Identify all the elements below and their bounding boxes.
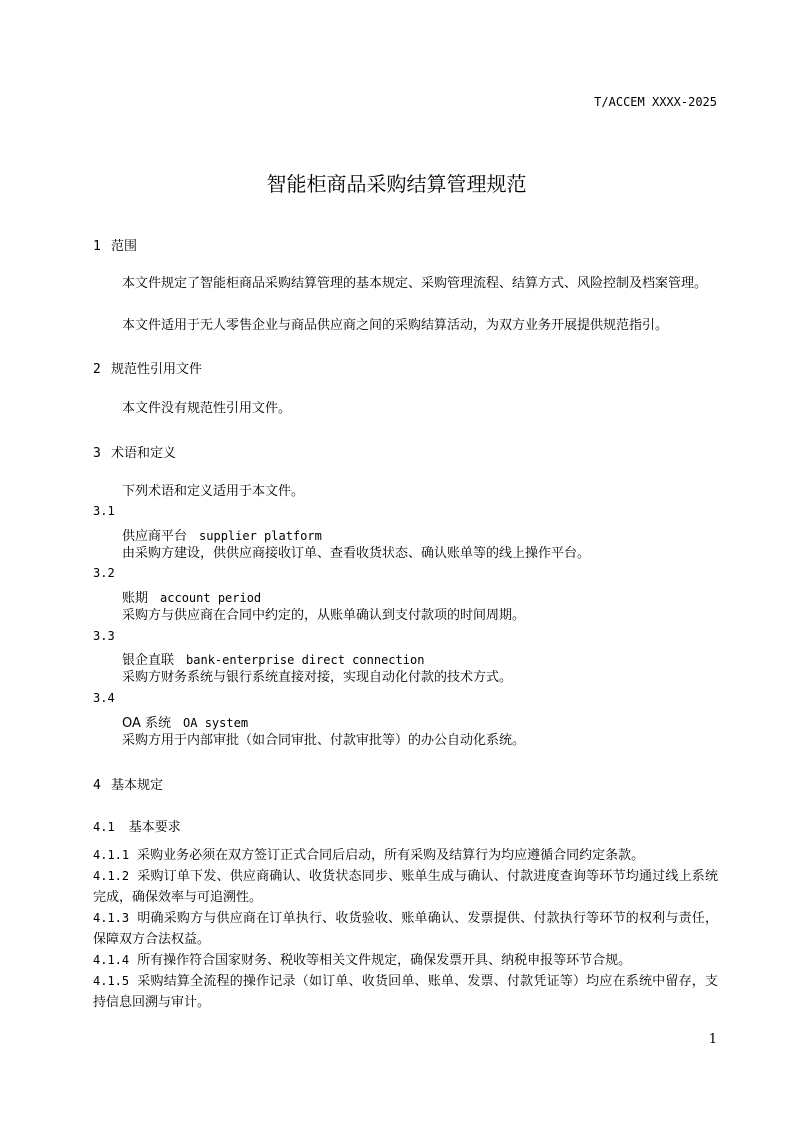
clause-number: 4.1.4 (93, 953, 130, 967)
section-title: 基本规定 (111, 778, 164, 793)
page-number: 1 (708, 1032, 717, 1047)
section-4-heading (93, 774, 163, 793)
term-en: supplier platform (199, 529, 322, 543)
clause-item (93, 908, 718, 950)
clause-number: 4.1.3 (93, 911, 130, 925)
term-definition: 采购方用于内部审批（如合同审批、付款审批等）的办公自动化系统。 (122, 733, 526, 748)
term-en: account period (160, 591, 262, 605)
section-title: 范围 (111, 239, 138, 254)
term-entry (122, 525, 322, 544)
section-1-heading (93, 235, 137, 254)
term-en: bank-enterprise direct connection (186, 653, 425, 667)
term-zh: 账期 (122, 591, 149, 606)
term-zh: OA 系统 (122, 716, 172, 731)
clause-item (93, 845, 718, 866)
term-definition: 由采购方建设，供供应商接收订单、查看收货状态、确认账单等的线上操作平台。 (122, 546, 591, 561)
paragraph: 下列术语和定义适用于本文件。 (122, 484, 305, 499)
subsection-heading (93, 816, 181, 835)
section-number: 2 (93, 362, 101, 377)
paragraph: 本文件适用于无人零售企业与商品供应商之间的采购结算活动，为双方业务开展提供规范指引。 (122, 318, 669, 333)
paragraph: 本文件规定了智能柜商品采购结算管理的基本规定、采购管理流程、结算方式、风险控制及档案管理。 (122, 276, 708, 291)
section-3-heading (93, 442, 176, 461)
section-number: 4 (93, 778, 101, 793)
term-entry (122, 649, 424, 668)
clause-text: 采购结算全流程的操作记录（如订单、收货回单、账单、发票、付款凭证等）均应在系统中留存，支持信息回溯与审计。 (93, 974, 718, 1010)
term-number: 3.1 (93, 504, 115, 518)
clause-number: 4.1.5 (93, 974, 130, 988)
clause-item (93, 950, 718, 971)
clause-item (93, 866, 718, 908)
clause-text: 采购订单下发、供应商确认、收货状态同步、账单生成与确认、付款进度查询等环节均通过线上系统完成，确保效率与可追溯性。 (93, 869, 718, 905)
term-zh: 银企直联 (122, 653, 175, 668)
section-number: 3 (93, 446, 101, 461)
clause-number: 4.1.1 (93, 848, 130, 862)
term-number: 3.2 (93, 566, 115, 580)
standard-code: T/ACCEM XXXX-2025 (594, 95, 717, 109)
document-title: 智能柜商品采购结算管理规范 (266, 172, 527, 196)
paragraph: 本文件没有规范性引用文件。 (122, 401, 292, 416)
section-title: 术语和定义 (111, 446, 177, 461)
term-number: 3.3 (93, 629, 115, 643)
term-entry (122, 587, 261, 606)
clause-item (93, 971, 718, 1013)
term-en: OA system (183, 716, 249, 730)
section-title: 规范性引用文件 (111, 362, 203, 377)
term-definition: 采购方与供应商在合同中约定的，从账单确认到支付款项的时间周期。 (122, 608, 526, 623)
clause-text: 采购业务必须在双方签订正式合同后启动，所有采购及结算行为均应遵循合同约定条款。 (137, 848, 645, 863)
term-definition: 采购方财务系统与银行系统直接对接，实现自动化付款的技术方式。 (122, 670, 513, 685)
term-zh: 供应商平台 (122, 529, 188, 544)
section-2-heading (93, 358, 202, 377)
subsection-title: 基本要求 (128, 820, 181, 835)
subsection-number: 4.1 (93, 820, 115, 834)
clause-text: 明确采购方与供应商在订单执行、收货验收、账单确认、发票提供、付款执行等环节的权利与责任，保障双方合法权益。 (93, 911, 718, 947)
clause-number: 4.1.2 (93, 869, 130, 883)
section-number: 1 (93, 239, 101, 254)
term-entry (122, 712, 248, 731)
clause-text: 所有操作符合国家财务、税收等相关文件规定，确保发票开具、纳税申报等环节合规。 (137, 953, 632, 968)
term-number: 3.4 (93, 691, 115, 705)
